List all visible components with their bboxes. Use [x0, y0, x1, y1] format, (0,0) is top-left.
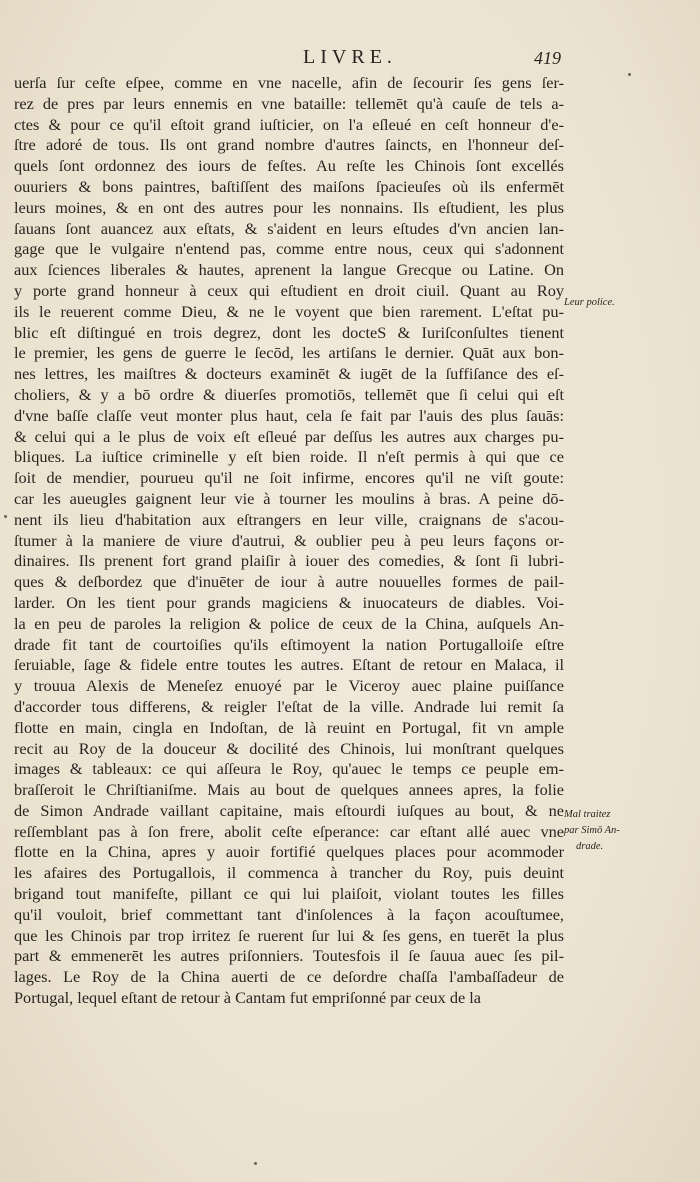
text-line: dinaires. Ils prenent fort grand plaiſir à iouer des comedies, & ſont ſi lubri- [14, 551, 564, 571]
text-line: aux ſciences liberales & hautes, aprenent la langue Grecque ou Latine. On [14, 260, 564, 280]
running-title: LIVRE. [303, 46, 397, 68]
text-line: ſauans ſont auancez aux eſtats, & s'aident en leurs eſtudes d'vn ancien lan- [14, 218, 564, 238]
text-line: larder. On les tient pour grands magiciens & inuocateurs de diables. Voi- [14, 592, 564, 612]
text-line: recit au Roy de la douceur & docilité des Chinois, lui monſtrant quelques [14, 738, 564, 758]
text-line: uerſa ſur ceſte eſpee, comme en vne nacelle, afin de ſecourir ſes gens ſer- [14, 73, 564, 92]
speck-mark [628, 73, 631, 76]
text-line: lages. Le Roy de la China auerti de ce deſordre chaſſa l'ambaſſadeur de [14, 967, 564, 987]
text-line: flotte en main, cingla en Indoſtan, de là reuint en Portugal, fit vn ample [14, 717, 564, 737]
text-line: reſſemblant pas à ſon frere, abolit ceſte eſperance: car eſtant allé auec vne [14, 821, 564, 841]
text-line: choliers, & y a bō ordre & diuerſes promotiōs, tellemēt que ſi celui qui eſt [14, 384, 564, 404]
text-line: brigand tout manifeſte, pillant ce qui lui plaiſoit, violant toutes les filles [14, 884, 564, 904]
text-line: d'vne baſſe claſſe veut monter plus haut, cela ſe fait par l'auis des plus ſauās: [14, 405, 564, 425]
text-line: drade fit tant de courtoiſies qu'ils eſtimoyent la nation Portugalloiſe eſtre [14, 634, 564, 654]
text-line: blic eſt diſtingué en trois degrez, dont les docteS & Iuriſconſultes tienent [14, 322, 564, 342]
page-number: 419 [534, 48, 561, 68]
text-line: ſtumer à la maniere de viure d'autrui, & oublier peu à peu leurs façons or- [14, 530, 564, 550]
speck-mark [4, 515, 7, 518]
text-line: ouuriers & bons paintres, baſtiſſent des maiſons ſpacieuſes où ils enfermēt [14, 176, 564, 196]
text-line: flotte en la China, apres y auoir fortifié quelques places pour acommoder [14, 842, 564, 862]
text-line: gage que le vulgaire n'entend pas, comme entre nous, ceux qui s'adonnent [14, 239, 564, 259]
text-line: y porte grand honneur à ceux qui eſtudient en droit ciuil. Quant au Roy [14, 280, 564, 300]
text-line: braſſeroit le Chriſtianiſme. Mais au bout de quelques annees apres, la folie [14, 780, 564, 800]
text-line: nes lettres, les maiſtres & docteurs examinēt & iugēt de la ſuffiſance des eſ- [14, 364, 564, 384]
text-line: images & tableaux: ce qui aſſeura le Roy, qu'auec le temps ce peuple em- [14, 759, 564, 779]
text-line: de Simon Andrade vaillant capitaine, mais eſtourdi iuſques au bout, & ne [14, 800, 564, 820]
text-line: y trouua Alexis de Meneſez enuoyé par le Viceroy auec plaine puiſſance [14, 676, 564, 696]
speck-mark [254, 1162, 257, 1165]
text-line: ſtre adoré de tous. Ils ont grand nombre d'autres ſaincts, en l'honneur deſ- [14, 135, 564, 155]
text-line: ctes & pour ce qu'il eſtoit grand iuſticier, on l'a eſleué en ceſt honneur d'e- [14, 114, 564, 134]
margin-note-mal-traitez: Mal traitez [564, 809, 611, 820]
text-line: car les aueugles gaignent leur vie à tourner les moulins à bras. A peine dō- [14, 488, 564, 508]
text-line: ils le reuerent comme Dieu, & ne le voyent que bien rarement. L'eſtat pu- [14, 301, 564, 321]
text-line: d'accorder tous differens, & reigler l'eſtat de la ville. Andrade lui remit ſa [14, 696, 564, 716]
text-line: ques & deſbordez que d'inuēter de iour à autre nouuelles formes de pail- [14, 572, 564, 592]
margin-note-par-simon: par Simō An- [564, 825, 620, 836]
text-line: nent ils lieu d'habitation aux eſtrangers en leur ville, craignans de s'acou- [14, 509, 564, 529]
main-text-block [14, 73, 564, 1009]
margin-note-andrade: drade. [576, 841, 604, 852]
text-line: qu'il vouloit, brief commettant tant d'inſolences à la façon acouſtumee, [14, 904, 564, 924]
text-line: rez de pres par leurs ennemis en vne bataille: tellemēt qu'à cauſe de tels a- [14, 93, 564, 113]
text-line: le premier, les gens de guerre le ſecōd, les artiſans le dernier. Quāt aux bon- [14, 343, 564, 363]
text-line: bliques. La iuſtice criminelle y eſt bien roide. Il n'eſt permis à qui que ce [14, 447, 564, 467]
text-line: que les Chinois par trop irritez ſe ruerent ſur lui & ſes gens, en tuerēt la plus [14, 925, 564, 945]
text-line: & celui qui a le plus de voix eſt eſleué par deſſus les autres aux charges pu- [14, 426, 564, 446]
text-line: ſeruiable, ſage & fidele entre toutes les autres. Eſtant de retour en Malaca, il [14, 655, 564, 675]
margin-note-police: Leur police. [564, 297, 615, 308]
text-line: Portugal, lequel eſtant de retour à Cantam fut empriſonné par ceux de la [14, 988, 482, 1008]
text-line: ſoit de mendier, pourueu qu'il ne ſoit infirme, encores qu'il ne viſt goute: [14, 468, 564, 488]
text-line: les afaires des Portugallois, il commenca à trancher du Roy, puis deuint [14, 863, 564, 883]
text-line: quels ſont ordonnez des iours de feſtes. Au reſte les Chinois ſont excellés [14, 156, 564, 176]
text-line: leurs moines, & en ont des autres pour les nonnains. Ils eſtudient, les plus [14, 197, 564, 217]
text-line: part & emmenerēt les autres priſonniers. Toutesfois il ſe ſauua auec ſes pil- [14, 946, 564, 966]
text-line: la en peu de paroles la religion & police de ceux de la China, auſquels An- [14, 613, 564, 633]
